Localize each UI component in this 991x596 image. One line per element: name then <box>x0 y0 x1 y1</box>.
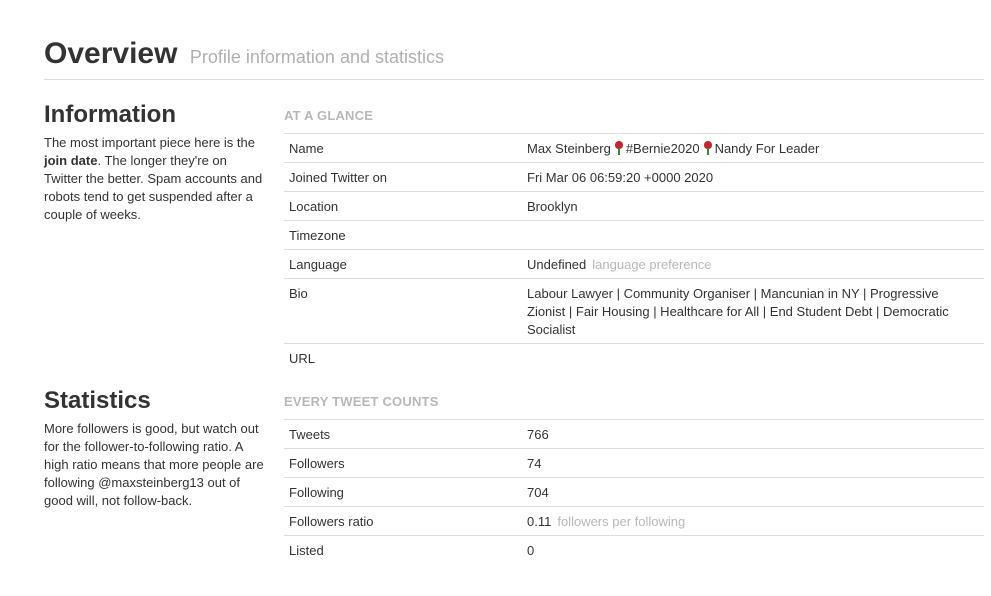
tweets-value: 766 <box>522 420 984 449</box>
table-row <box>284 279 984 344</box>
information-desc-bold: join date <box>44 153 98 168</box>
url-label: URL <box>284 344 522 373</box>
table-row <box>284 250 984 279</box>
joined-label: Joined Twitter on <box>284 163 522 192</box>
information-desc-text-end: . The longer they're on Twitter the better. Spam accounts and robots tend to get suspended after a couple of weeks. <box>44 153 263 222</box>
statistics-table <box>284 419 984 564</box>
information-details <box>284 100 984 372</box>
statistics-details <box>284 386 984 564</box>
table-row <box>284 507 984 536</box>
every-tweet-counts-heading: EVERY TWEET COUNTS <box>284 394 439 409</box>
at-a-glance-heading: AT A GLANCE <box>284 108 374 123</box>
rose-icon <box>614 141 624 155</box>
listed-value: 0 <box>522 536 984 565</box>
name-label: Name <box>284 134 522 163</box>
table-row <box>284 478 984 507</box>
joined-value: Fri Mar 06 06:59:20 +0000 2020 <box>522 163 984 192</box>
table-row <box>284 192 984 221</box>
followers-value: 74 <box>522 449 984 478</box>
statistics-description: More followers is good, but watch out for the follower-to-following ratio. A high ratio means that more people are following @maxsteinberg13 out of good will, not follow-back. <box>44 421 264 508</box>
language-value <box>522 250 984 279</box>
location-label: Location <box>284 192 522 221</box>
page-subtitle: Profile information and statistics <box>189 47 444 67</box>
timezone-value <box>522 221 984 250</box>
location-value: Brooklyn <box>522 192 984 221</box>
information-desc-text: The most important piece here is the <box>44 135 255 150</box>
page-header <box>44 34 984 80</box>
table-row <box>284 344 984 373</box>
ratio-label: Followers ratio <box>284 507 522 536</box>
following-label: Following <box>284 478 522 507</box>
table-row <box>284 449 984 478</box>
followers-label: Followers <box>284 449 522 478</box>
tweets-label: Tweets <box>284 420 522 449</box>
rose-icon <box>703 141 713 155</box>
listed-label: Listed <box>284 536 522 565</box>
language-text: Undefined <box>527 257 587 272</box>
timezone-label: Timezone <box>284 221 522 250</box>
ratio-value <box>522 507 984 536</box>
information-table <box>284 133 984 372</box>
url-value[interactable] <box>522 344 984 373</box>
information-intro <box>44 100 266 224</box>
information-description <box>44 134 266 224</box>
table-row <box>284 134 984 163</box>
statistics-title: Statistics <box>44 387 151 414</box>
name-part: Max Steinberg <box>527 141 611 156</box>
bio-value: Labour Lawyer | Community Organiser | Mancunian in NY | Progressive Zionist | Fair Housing | Healthcare for All | End Student Debt | Democratic Socialist <box>522 279 984 344</box>
statistics-intro <box>44 386 266 510</box>
ratio-hint: followers per following <box>557 514 686 529</box>
page-title: Overview <box>44 37 178 70</box>
language-label: Language <box>284 250 522 279</box>
table-row <box>284 536 984 565</box>
name-part: #Bernie2020 <box>625 141 700 156</box>
language-hint: language preference <box>592 257 712 272</box>
ratio-text: 0.11 <box>527 514 552 529</box>
name-part: Nandy For Leader <box>714 141 820 156</box>
table-row <box>284 420 984 449</box>
following-value: 704 <box>522 478 984 507</box>
name-value <box>522 134 984 163</box>
information-title: Information <box>44 101 176 128</box>
bio-label: Bio <box>284 279 522 344</box>
table-row <box>284 163 984 192</box>
table-row <box>284 221 984 250</box>
